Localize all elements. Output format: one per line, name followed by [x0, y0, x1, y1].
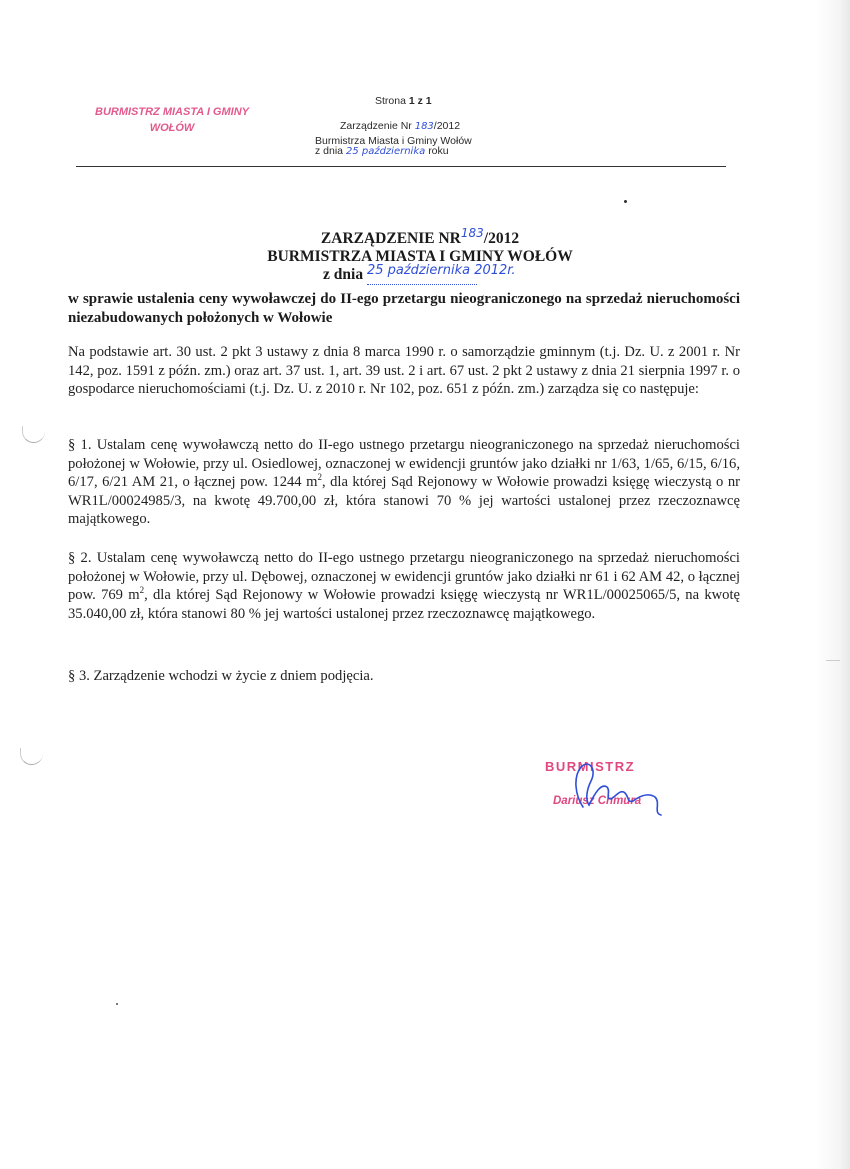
section-2-superscript: 2	[139, 585, 145, 596]
title-year: 2012	[488, 230, 520, 247]
page-num-value: 1 z 1	[408, 95, 432, 107]
header-divider	[76, 166, 726, 167]
ref-year: 2012	[436, 120, 461, 132]
preamble-paragraph: Na podstawie art. 30 ust. 2 pkt 3 ustawy z dnia 8 marca 1990 r. o samorządzie gminnym (t.j. Dz. U. z 2001 r. Nr 142, poz. 1591 z późn. zm.) oraz art. 37 ust. 1, art. 39 ust. 2 i art. 67 ust. 2 pkt 2 ustawy z dnia 21 sierpnia 1997 r. o gospodarce nieruchomościami (t.j. Dz. U. z 2010 r. Nr 102, poz. 651 z późn. zm.) zarządza się co następuje:	[68, 344, 740, 397]
section-1-paragraph	[68, 436, 740, 529]
ref-prefix: Zarządzenie Nr	[340, 120, 412, 132]
ref-number-line: Zarządzenie Nr 183/2012	[340, 120, 461, 132]
section-3-paragraph: § 3. Zarządzenie wchodzi w życie z dniem podjęcia.	[68, 668, 374, 684]
issuer-stamp-line2: WOŁÓW	[149, 122, 195, 134]
document-title	[160, 226, 680, 285]
signature-stamp	[545, 755, 695, 825]
scan-speck	[116, 1003, 118, 1005]
ref-date-prefix: z dnia	[315, 145, 344, 157]
page-number	[375, 95, 432, 107]
ref-issuer: Burmistrza Miasta i Gminy Wołów	[315, 135, 472, 147]
title-date-field	[366, 263, 516, 285]
section-2-text-b: , dla której Sąd Rejonowy w Wołowie prowadzi księgę wieczystą nr WR1L/00025065/5, na kwotę 35.040,00 zł, która stanowi 80 % jej wartości ustalonej przez rzeczoznawcę majątkowego.	[68, 587, 741, 622]
title-date-prefix: z dnia	[323, 266, 364, 283]
section-2-text-a: § 2. Ustalam cenę wywoławczą netto do II-ego ustnego przetargu nieograniczonego na sprzedaż nieruchomości położonej w Wołowie, przy ul. Dębowej, oznaczonej w ewidencji gruntów jako działki nr 61 i 62 AM 42, o łącznej pow. 769 m	[68, 550, 740, 603]
punch-hole-mark	[22, 426, 45, 443]
issuer-stamp-line1: BURMISTRZ MIASTA I GMINY	[95, 106, 249, 118]
ref-number-handwritten: 183	[414, 121, 434, 132]
section-1-text-b: , dla której Sąd Rejonowy w Wołowie prowadzi księgę wieczystą o nr WR1L/00024985/3, na kwotę 49.700,00 zł, która stanowi 70 % jej wartości ustalonej przez rzeczoznawcę majątkowego.	[68, 474, 740, 527]
section-1-text-a: § 1. Ustalam cenę wywoławczą netto do II-ego ustnego przetargu nieograniczonego na sprzedaż nieruchomości położonej w Wołowie, przy ul. Osiedlowej, oznaczonej w ewidencji gruntów jako działki nr 1/63, 1/65, 6/15, 6/16, 6/17, 6/21 AM 21, o łącznej pow. 1244 m	[68, 437, 740, 490]
title-date-line	[323, 263, 516, 285]
page-label: Strona	[375, 95, 406, 107]
title-date-handwritten: 25 października 2012r.	[366, 263, 516, 278]
title-number-handwritten: 183	[460, 226, 484, 240]
ref-date-handwritten: 25 października	[345, 146, 426, 157]
signature-title: BURMISTRZ	[545, 759, 636, 774]
scan-edge-shadow	[816, 0, 850, 1169]
handwritten-signature-icon	[545, 755, 695, 825]
scan-speck	[624, 200, 627, 203]
punch-hole-mark	[20, 748, 43, 765]
title-line1: ZARZĄDZENIE NR$^{183}$/2012	[320, 226, 520, 247]
issuer-stamp	[72, 104, 272, 136]
signature-name: Dariusz Chmura	[553, 795, 642, 807]
title-line2: BURMISTRZA MIASTA I GMINY WOŁÓW	[267, 248, 573, 265]
subject-heading: w sprawie ustalenia ceny wywoławczej do II-ego przetargu nieograniczonego na sprzedaż nieruchomości niezabudowanych położonych w Wołowie	[68, 291, 740, 326]
section-1-superscript: 2	[317, 472, 322, 483]
ref-date-line	[315, 145, 449, 157]
scan-edge-mark	[826, 660, 840, 661]
title-prefix: ZARZĄDZENIE NR	[320, 230, 461, 247]
ref-date-suffix: roku	[428, 145, 449, 157]
section-2-paragraph	[68, 549, 740, 623]
